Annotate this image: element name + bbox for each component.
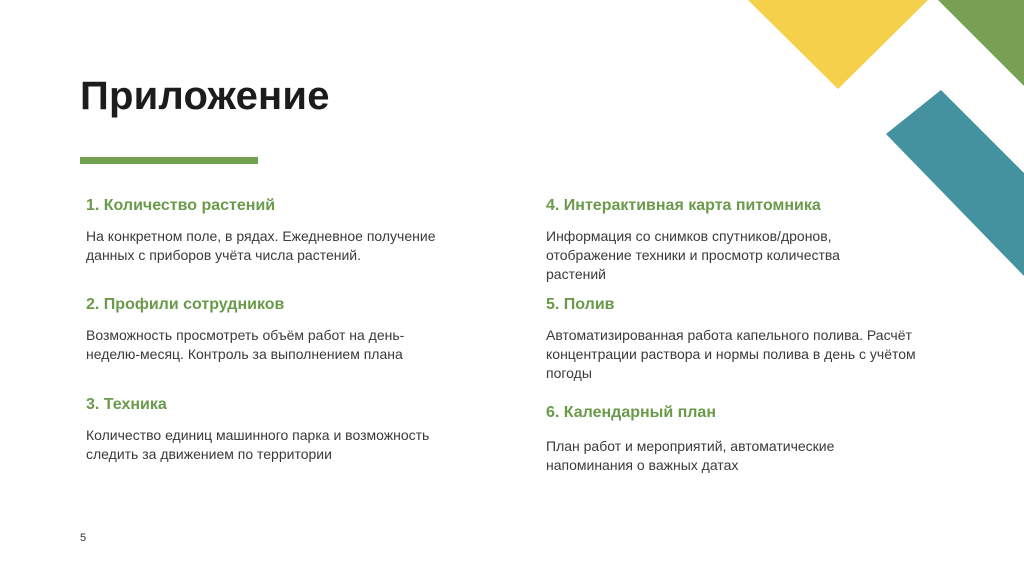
item-body: Количество единиц машинного парка и возможность следить за движением по территории <box>86 427 430 462</box>
item-employee-profiles <box>86 295 506 364</box>
page-number: 5 <box>80 532 87 544</box>
item-heading: 5. Полив <box>546 296 615 313</box>
item-heading: 1. Количество растений <box>86 197 276 214</box>
item-body: Возможность просмотреть объём работ на день-неделю-месяц. Контроль за выполнением плана <box>86 327 405 362</box>
item-irrigation <box>546 295 966 383</box>
item-body: Информация со снимков спутников/дронов, отображение техники и просмотр количества растений <box>546 228 840 282</box>
item-body: На конкретном поле, в рядах. Ежедневное получение данных с приборов учёта числа растений. <box>86 228 436 263</box>
item-body: План работ и мероприятий, автоматические напоминания о важных датах <box>546 438 835 473</box>
item-heading: 3. Техника <box>86 396 167 413</box>
item-heading: 2. Профили сотрудников <box>86 296 285 313</box>
item-heading: 6. Календарный план <box>546 404 716 421</box>
green-triangle-shape <box>938 0 1024 86</box>
item-interactive-map <box>546 196 966 284</box>
item-body: Автоматизированная работа капельного полива. Расчёт концентрации раствора и нормы полива в день с учётом погоды <box>546 327 916 381</box>
item-plant-count <box>86 196 506 265</box>
page-title: Приложение <box>80 74 330 118</box>
item-heading: 4. Интерактивная карта питомника <box>546 197 821 214</box>
yellow-triangle-shape <box>748 0 928 89</box>
item-calendar-plan <box>546 403 966 475</box>
item-machinery <box>86 395 506 464</box>
title-underline <box>80 157 258 164</box>
